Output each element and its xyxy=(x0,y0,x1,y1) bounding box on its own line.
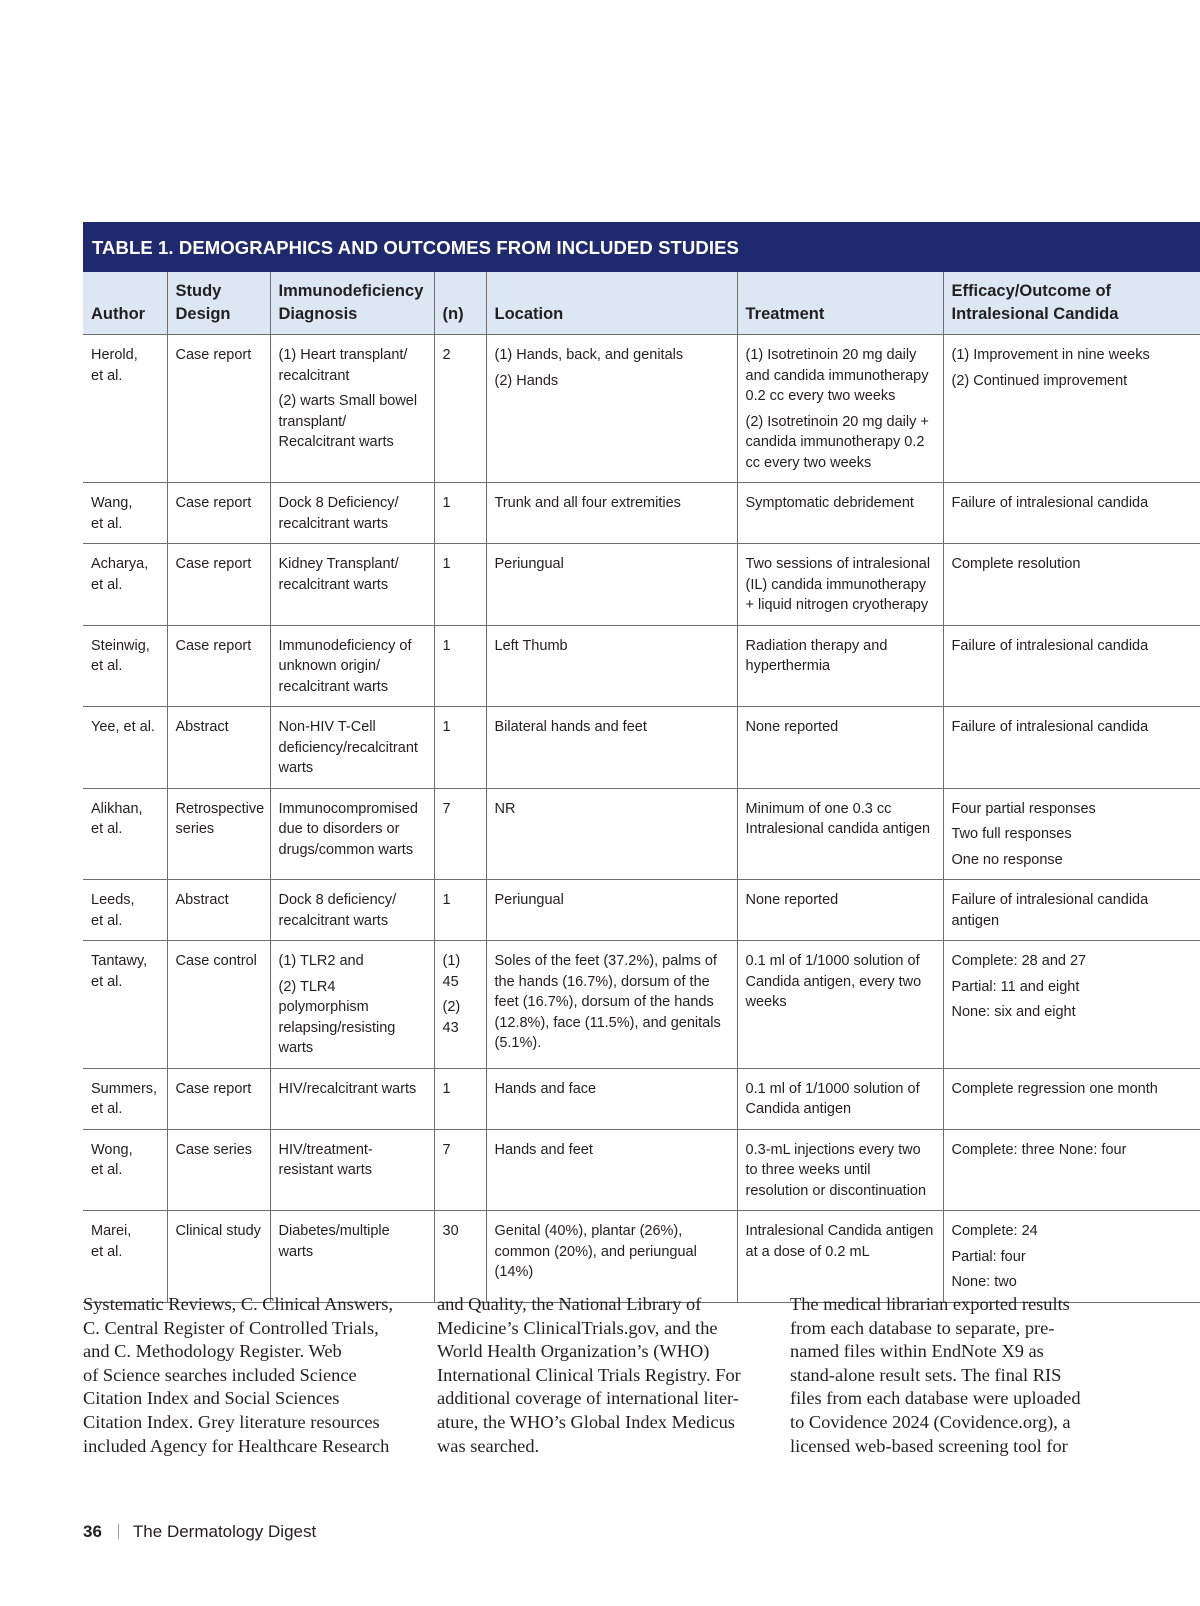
cell-text: Wang, xyxy=(91,495,133,511)
cell-text: Hands and feet xyxy=(494,1141,593,1158)
cell-text: 7 xyxy=(442,1141,451,1158)
table-cell xyxy=(83,483,167,544)
column-header-line: Efficacy/Outcome of xyxy=(951,282,1112,300)
cell-text: 1 xyxy=(442,556,451,572)
cell-text: (1) Improvement in nine weeks xyxy=(951,347,1150,363)
table-cell xyxy=(737,483,943,544)
body-column-2 xyxy=(437,1293,767,1458)
table-cell xyxy=(737,1068,943,1129)
cell-text: Soles of the feet (37.2%), palms of the hands (16.7%), dorsum of the feet (16.7%), dorsum of the hands (12.8%), face (11.5%), and genitals (5.1%). xyxy=(494,953,721,1051)
table-cell xyxy=(486,544,737,626)
table-cell xyxy=(270,335,434,483)
body-text-line: from each database to separate, pre- xyxy=(790,1317,1055,1338)
cell-text: (2) TLR4 polymorphism relapsing/resisting warts xyxy=(278,978,396,1056)
body-text-line: additional coverage of international liter- xyxy=(437,1388,739,1409)
table-cell xyxy=(486,1129,737,1211)
body-text-line: International Clinical Trials Registry. For xyxy=(437,1364,741,1385)
table-cell xyxy=(486,788,737,880)
cell-text: Complete regression one month xyxy=(951,1080,1158,1097)
cell-text: Wong, xyxy=(91,1141,133,1158)
cell-text: Case report xyxy=(175,556,252,572)
table-cell xyxy=(167,483,270,544)
cell-text: Summers, xyxy=(91,1080,158,1097)
table-cell xyxy=(943,544,1200,626)
cell-text: et al. xyxy=(91,515,123,532)
cell-text: (1) Isotretinoin 20 mg daily and candida immunotherapy 0.2 cc every two weeks xyxy=(745,347,929,404)
cell-text: Failure of intralesional candida xyxy=(951,637,1149,654)
cell-text: 1 xyxy=(442,1080,451,1097)
body-text-line: named files within EndNote X9 as xyxy=(790,1341,1044,1362)
table-cell xyxy=(434,1068,486,1129)
table-cell xyxy=(486,1068,737,1129)
publication-name: The Dermatology Digest xyxy=(132,1522,317,1541)
table-cell xyxy=(486,335,737,483)
table-cell xyxy=(167,1211,270,1303)
table-cell xyxy=(167,544,270,626)
cell-text: et al. xyxy=(91,367,123,384)
table-cell xyxy=(270,1068,434,1129)
cell-text: Symptomatic debridement xyxy=(745,495,914,511)
cell-text: HIV/recalcitrant warts xyxy=(278,1080,417,1097)
column-header xyxy=(434,272,486,335)
cell-text: Non-HIV T-Cell deficiency/recalcitrant warts xyxy=(278,719,418,776)
cell-text: Abstract xyxy=(175,719,229,735)
table-cell xyxy=(167,1068,270,1129)
cell-text: Periungual xyxy=(494,892,564,908)
table-cell xyxy=(737,788,943,880)
cell-text: Four partial responses xyxy=(951,800,1096,817)
cell-text: NR xyxy=(494,800,516,817)
cell-text: 7 xyxy=(442,800,451,817)
cell-text: Partial: 11 and eight xyxy=(951,978,1080,995)
table-cell xyxy=(83,335,167,483)
table-cell xyxy=(434,335,486,483)
table-row xyxy=(83,483,1200,544)
table-cell xyxy=(486,941,737,1069)
column-header xyxy=(270,272,434,335)
cell-text: None: two xyxy=(951,1274,1017,1290)
body-text-line: Systematic Reviews, C. Clinical Answers, xyxy=(83,1294,394,1314)
table-cell xyxy=(943,788,1200,880)
table-row xyxy=(83,1211,1200,1303)
cell-text: (2) 43 xyxy=(442,999,461,1036)
cell-text: 0.1 ml of 1/1000 solution of Candida antigen xyxy=(745,1080,920,1117)
cell-text: Clinical study xyxy=(175,1223,261,1239)
table-cell xyxy=(434,625,486,707)
cell-text: Acharya, xyxy=(91,556,149,572)
cell-text: Immunodeficiency of unknown origin/ recalcitrant warts xyxy=(278,637,412,695)
table-cell xyxy=(434,880,486,941)
table-cell xyxy=(434,941,486,1069)
body-text-line: stand-alone result sets. The final RIS xyxy=(790,1364,1062,1385)
table-cell xyxy=(737,880,943,941)
table-cell xyxy=(434,1129,486,1211)
table-cell xyxy=(943,483,1200,544)
cell-text: None reported xyxy=(745,719,839,735)
cell-text: Diabetes/multiple warts xyxy=(278,1223,390,1260)
table-cell xyxy=(83,880,167,941)
column-header xyxy=(486,272,737,335)
column-header-line: Design xyxy=(175,305,231,323)
body-text-line: and C. Methodology Register. Web xyxy=(83,1341,342,1362)
cell-text: (2) Hands xyxy=(494,372,559,389)
table-cell xyxy=(737,707,943,789)
cell-text: (2) warts Small bowel transplant/ Recalcitrant warts xyxy=(278,393,418,450)
column-header xyxy=(83,272,167,335)
cell-text: et al. xyxy=(91,912,123,929)
table-cell xyxy=(486,707,737,789)
table-cell xyxy=(943,1068,1200,1129)
table-cell xyxy=(270,1211,434,1303)
cell-text: Trunk and all four extremities xyxy=(494,495,681,511)
cell-text: Intralesional Candida antigen at a dose of 0.2 mL xyxy=(745,1223,934,1260)
cell-text: None reported xyxy=(745,892,839,908)
cell-text: Failure of intralesional candida antigen xyxy=(951,892,1149,929)
table-cell xyxy=(486,483,737,544)
table-cell xyxy=(270,1129,434,1211)
table-title: TABLE 1. DEMOGRAPHICS AND OUTCOMES FROM INCLUDED STUDIES xyxy=(83,222,1200,272)
table-cell xyxy=(83,625,167,707)
cell-text: Yee, et al. xyxy=(91,719,155,735)
cell-text: Abstract xyxy=(175,892,229,908)
cell-text: Partial: four xyxy=(951,1248,1026,1265)
cell-text: Hands and face xyxy=(494,1080,597,1097)
table-cell xyxy=(83,1129,167,1211)
cell-text: Case report xyxy=(175,1080,252,1097)
column-header-line: Diagnosis xyxy=(278,305,358,323)
column-header-line: Author xyxy=(91,305,146,323)
cell-text: (1) Heart transplant/ recalcitrant xyxy=(278,347,408,384)
demographics-table xyxy=(83,222,1200,1303)
cell-text: Immunocompromised due to disorders or drugs/common warts xyxy=(278,800,418,858)
cell-text: Failure of intralesional candida xyxy=(951,719,1149,735)
table-cell xyxy=(737,1129,943,1211)
table-row xyxy=(83,625,1200,707)
body-text-line: Citation Index. Grey literature resources xyxy=(83,1411,380,1432)
cell-text: Dock 8 deficiency/ recalcitrant warts xyxy=(278,892,397,929)
cell-text: 0.3-mL injections every two to three weeks until resolution or discontinuation xyxy=(745,1141,927,1199)
table-row xyxy=(83,544,1200,626)
cell-text: 0.1 ml of 1/1000 solution of Candida antigen, every two weeks xyxy=(745,953,922,1010)
table-cell xyxy=(270,788,434,880)
table-cell xyxy=(943,1211,1200,1303)
table-cell xyxy=(434,1211,486,1303)
cell-text: None: six and eight xyxy=(951,1004,1076,1020)
cell-text: Tantawy, xyxy=(91,953,148,969)
table-cell xyxy=(434,483,486,544)
column-header-line: Location xyxy=(494,305,564,323)
cell-text: Case report xyxy=(175,495,252,511)
cell-text: et al. xyxy=(91,658,123,674)
cell-text: Herold, xyxy=(91,347,138,363)
table-row xyxy=(83,941,1200,1069)
table-cell xyxy=(737,625,943,707)
cell-text: Two sessions of intralesional (IL) candida immunotherapy + liquid nitrogen cryotherapy xyxy=(745,556,931,613)
table-cell xyxy=(943,1129,1200,1211)
body-text-line: C. Central Register of Controlled Trials, xyxy=(83,1317,379,1338)
cell-text: Marei, xyxy=(91,1223,132,1239)
table-row xyxy=(83,788,1200,880)
body-text-line: of Science searches included Science xyxy=(83,1364,357,1385)
body-text-line: Citation Index and Social Sciences xyxy=(83,1388,340,1409)
cell-text: 1 xyxy=(442,495,451,511)
table-cell xyxy=(270,625,434,707)
cell-text: Kidney Transplant/ recalcitrant warts xyxy=(278,556,399,593)
column-header-line: Study xyxy=(175,282,222,300)
table-cell xyxy=(270,880,434,941)
cell-text: (1) Hands, back, and genitals xyxy=(494,347,684,363)
body-column-3 xyxy=(790,1293,1120,1458)
table-cell xyxy=(943,335,1200,483)
table-cell xyxy=(167,707,270,789)
table-cell xyxy=(167,1129,270,1211)
table-cell xyxy=(167,335,270,483)
cell-text: (1) TLR2 and xyxy=(278,953,364,969)
cell-text: Complete: 24 xyxy=(951,1223,1038,1239)
table-row xyxy=(83,707,1200,789)
table-cell xyxy=(434,788,486,880)
cell-text: Two full responses xyxy=(951,826,1072,842)
body-text-line: The medical librarian exported results xyxy=(790,1294,1070,1314)
body-text-line: Medicine’s ClinicalTrials.gov, and the xyxy=(437,1317,718,1338)
table-cell xyxy=(943,625,1200,707)
table-cell xyxy=(83,1211,167,1303)
table-cell xyxy=(270,544,434,626)
cell-text: Failure of intralesional candida xyxy=(951,495,1149,511)
page-footer xyxy=(83,1522,316,1542)
table-cell xyxy=(83,1068,167,1129)
table-cell xyxy=(737,941,943,1069)
table-cell xyxy=(486,880,737,941)
cell-text: et al. xyxy=(91,973,123,990)
cell-text: Minimum of one 0.3 cc Intralesional candida antigen xyxy=(745,800,931,837)
table-cell xyxy=(83,788,167,880)
cell-text: Radiation therapy and hyperthermia xyxy=(745,637,888,674)
table-cell xyxy=(737,335,943,483)
page-number: 36 xyxy=(83,1522,102,1541)
body-text-line: included Agency for Healthcare Research xyxy=(83,1435,390,1456)
table-cell xyxy=(167,625,270,707)
table-cell xyxy=(83,707,167,789)
body-text-line: and Quality, the National Library of xyxy=(437,1294,702,1314)
cell-text: et al. xyxy=(91,1162,123,1178)
footer-divider xyxy=(118,1524,119,1539)
body-column-1 xyxy=(83,1293,413,1458)
column-header xyxy=(943,272,1200,335)
cell-text: et al. xyxy=(91,576,123,593)
table-cell xyxy=(434,544,486,626)
table-cell xyxy=(270,707,434,789)
table-row xyxy=(83,335,1200,483)
cell-text: Case series xyxy=(175,1141,253,1158)
cell-text: (2) Isotretinoin 20 mg daily + candida immunotherapy 0.2 cc every two weeks xyxy=(745,413,929,471)
body-text-line: was searched. xyxy=(437,1435,540,1456)
cell-text: Alikhan, xyxy=(91,800,143,817)
cell-text: Genital (40%), plantar (26%), common (20%), and periungual (14%) xyxy=(494,1223,697,1280)
cell-text: Retrospective series xyxy=(175,800,265,837)
table-cell xyxy=(167,880,270,941)
cell-text: 2 xyxy=(442,347,451,363)
cell-text: One no response xyxy=(951,851,1063,868)
cell-text: Periungual xyxy=(494,556,564,572)
column-header-line: Immunodeficiency xyxy=(278,282,424,300)
body-text-line: licensed web-based screening tool for xyxy=(790,1435,1068,1456)
table-cell xyxy=(943,941,1200,1069)
body-text-line: to Covidence 2024 (Covidence.org), a xyxy=(790,1411,1071,1432)
body-text-line: World Health Organization’s (WHO) xyxy=(437,1341,710,1362)
cell-text: HIV/treatment-resistant warts xyxy=(278,1141,373,1178)
cell-text: (2) Continued improvement xyxy=(951,372,1128,389)
table-header-row xyxy=(83,272,1200,335)
cell-text: Complete resolution xyxy=(951,556,1081,572)
table-grid xyxy=(83,272,1200,1303)
cell-text: et al. xyxy=(91,821,123,837)
table-row xyxy=(83,880,1200,941)
column-header xyxy=(737,272,943,335)
cell-text: 1 xyxy=(442,637,451,654)
column-header-line: Intralesional Candida xyxy=(951,305,1119,323)
table-cell xyxy=(943,707,1200,789)
table-cell xyxy=(737,544,943,626)
cell-text: Left Thumb xyxy=(494,637,568,654)
cell-text: et al. xyxy=(91,1101,123,1117)
table-body xyxy=(83,335,1200,1303)
cell-text: Dock 8 Deficiency/ recalcitrant warts xyxy=(278,495,399,532)
cell-text: Bilateral hands and feet xyxy=(494,719,647,735)
table-cell xyxy=(83,941,167,1069)
cell-text: Complete: three None: four xyxy=(951,1141,1127,1158)
table-row xyxy=(83,1129,1200,1211)
body-text-line: ature, the WHO’s Global Index Medicus xyxy=(437,1411,735,1432)
cell-text: 1 xyxy=(442,719,451,735)
table-row xyxy=(83,1068,1200,1129)
cell-text: Case report xyxy=(175,347,252,363)
cell-text: (1) 45 xyxy=(442,953,461,990)
table-cell xyxy=(270,483,434,544)
table-cell xyxy=(943,880,1200,941)
column-header-line: Treatment xyxy=(745,305,825,323)
body-text-line: files from each database were uploaded xyxy=(790,1388,1081,1409)
table-cell xyxy=(737,1211,943,1303)
cell-text: 1 xyxy=(442,892,451,908)
cell-text: Complete: 28 and 27 xyxy=(951,953,1087,969)
cell-text: Case report xyxy=(175,637,252,654)
table-cell xyxy=(270,941,434,1069)
table-cell xyxy=(486,1211,737,1303)
cell-text: 30 xyxy=(442,1223,459,1239)
column-header xyxy=(167,272,270,335)
cell-text: Leeds, xyxy=(91,892,135,908)
cell-text: et al. xyxy=(91,1243,123,1260)
column-header-line: (n) xyxy=(442,305,464,323)
table-cell xyxy=(167,788,270,880)
cell-text: Steinwig, xyxy=(91,637,150,654)
table-cell xyxy=(434,707,486,789)
table-cell xyxy=(486,625,737,707)
table-cell xyxy=(167,941,270,1069)
table-cell xyxy=(83,544,167,626)
cell-text: Case control xyxy=(175,953,257,969)
